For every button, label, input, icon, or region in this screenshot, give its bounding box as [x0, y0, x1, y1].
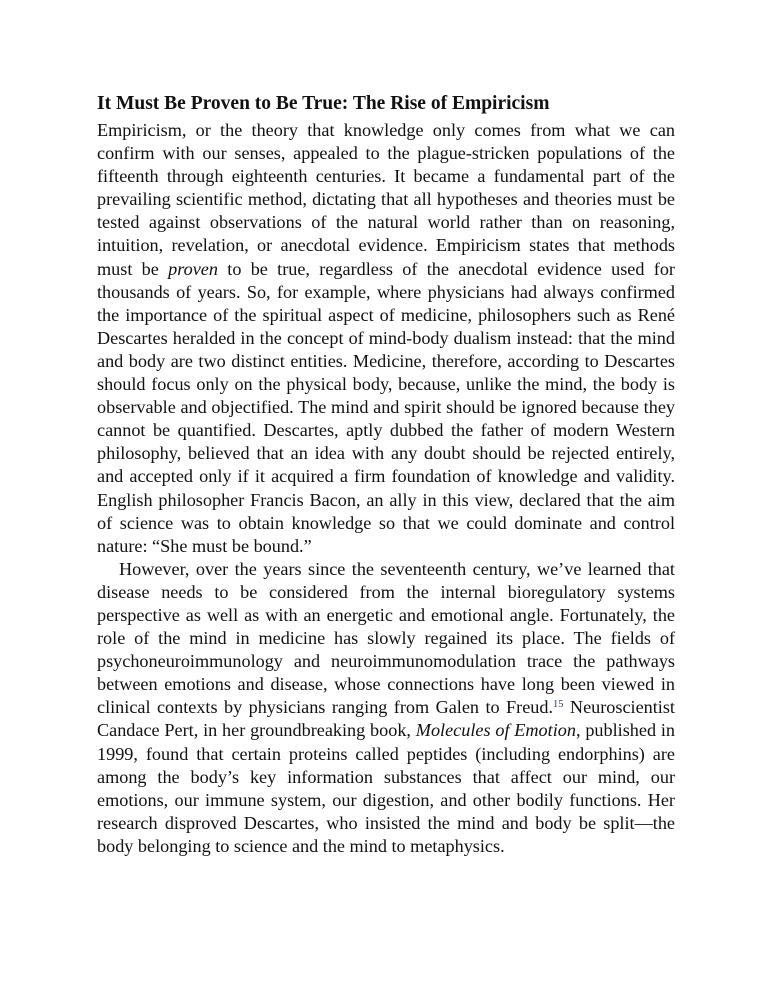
- book-title: Molecules of Emotion: [415, 720, 576, 741]
- paragraph-1-text-b: to be true, regardless of the anecdotal evidence used for thousands of years. So, for example, where physicians had always confirmed the importance of the spiritual aspect of medicine, philosophers such as René Descartes heralded in the concept of mind-body dualism instead: that the mind and body are two distinct entities. Medicine, therefore, according to Descartes should focus only on the physical body, because, unlike the mind, the body is observable and objectified. The mind and spirit should be ignored because they cannot be quantified. Descartes, aptly dubbed the father of modern Western philosophy, believed that an idea with any doubt should be rejected entirely, and accepted only if it acquired a firm foundation of knowledge and validity. English philosopher Francis Bacon, an ally in this view, declared that the aim of science was to obtain knowledge so that we could dominate and control nature: “She must be bound.”: [97, 258, 675, 556]
- body-paragraph-1: [97, 119, 675, 558]
- emphasis-proven: proven: [168, 258, 218, 279]
- footnote-reference[interactable]: 15: [553, 699, 564, 711]
- document-page: [97, 92, 675, 858]
- paragraph-2-text-b: Neuroscientist Candace Pert, in her groundbreaking book,: [97, 697, 675, 741]
- paragraph-2-text-c: , published in 1999, found that certain proteins called peptides (including endorphins) are among the body’s key information substances that affect our mind, our emotions, our immune system, our digestion, and other bodily functions. Her research disproved Descartes, who insisted the mind and body be split—the body belonging to science and the mind to metaphysics.: [97, 720, 676, 856]
- section-heading: It Must Be Proven to Be True: The Rise of Empiricism: [97, 93, 550, 114]
- body-paragraph-2: [97, 558, 675, 858]
- paragraph-2-text-a: However, over the years since the seventeenth century, we’ve learned that disease needs to be considered from the internal bioregulatory systems perspective as well as with an energetic and emotional angle. Fortunately, the role of the mind in medicine has slowly regained its place. The fields of psychoneuroimmunology and neuroimmunomodulation trace the pathways between emotions and disease, whose connections have long been viewed in clinical contexts by physicians ranging from Galen to Freud.: [97, 558, 675, 718]
- paragraph-1-text-a: Empiricism, or the theory that knowledge only comes from what we can confirm with our senses, appealed to the plague-stricken populations of the fifteenth through eighteenth centuries. It became a fundamental part of the prevailing scientific method, dictating that all hypotheses and theories must be tested against observations of the natural world rather than on reasoning, intuition, revelation, or anecdotal evidence. Empiricism states that methods must be: [97, 120, 675, 279]
